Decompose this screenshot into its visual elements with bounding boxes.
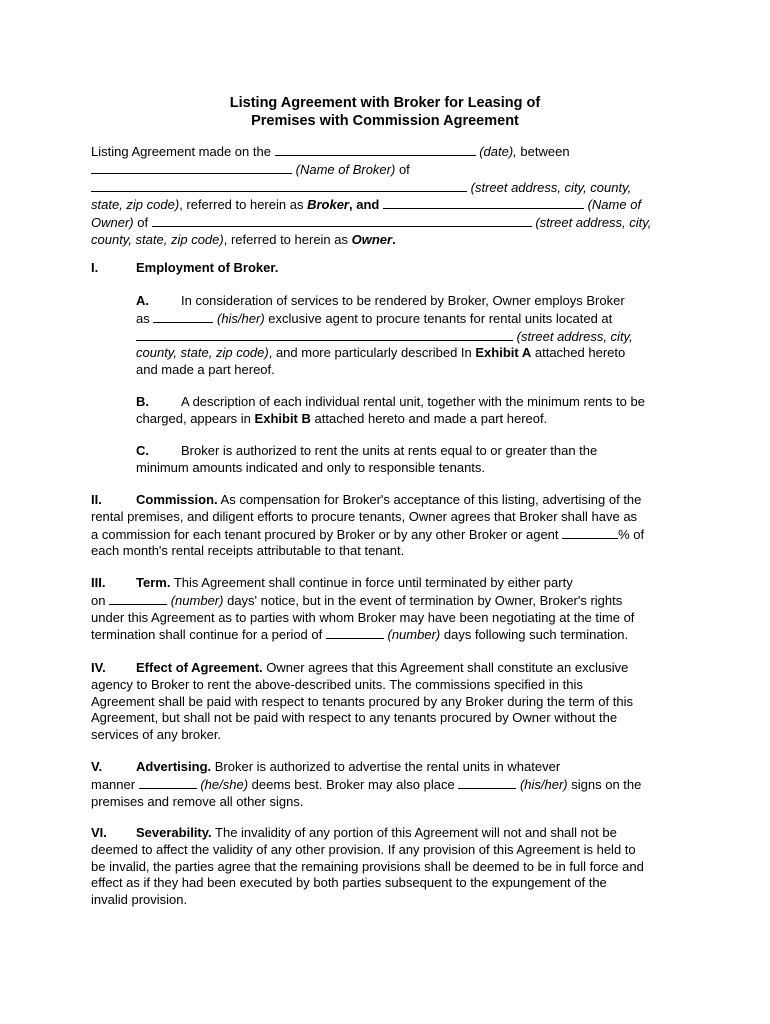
section-number: V. xyxy=(91,759,103,774)
section-text: rental premises, and diligent efforts to procure tenants, Owner agrees that Broker shall have as xyxy=(91,508,638,524)
section-text: Broker is authorized to advertise the rental units in whatever xyxy=(214,759,561,774)
section-text: % of xyxy=(618,526,645,542)
section-heading: Employment of Broker. xyxy=(136,260,279,275)
date-hint: (date), xyxy=(479,144,517,159)
intro-text: , and xyxy=(349,197,380,213)
clause-1a xyxy=(136,293,686,379)
section-number: I. xyxy=(91,260,99,275)
notice-days-blank[interactable] xyxy=(109,592,167,605)
broker-address-blank[interactable] xyxy=(91,179,467,192)
section-text: manner xyxy=(91,776,136,792)
section-text: be invalid, the parties agree that the remaining provisions shall be deemed to be in full force and xyxy=(91,858,644,874)
clause-text: attached hereto and made a part hereof. xyxy=(314,410,548,426)
number-hint: (number) xyxy=(170,592,224,608)
owner-address-hint: (street address, city, xyxy=(535,215,652,231)
exhibit-b-ref: Exhibit B xyxy=(254,410,311,426)
intro-text: . xyxy=(392,231,396,247)
section-number: III. xyxy=(91,575,106,590)
broker-address-hint: (street address, city, county, xyxy=(470,179,632,195)
clause-label: A. xyxy=(136,293,149,308)
pronoun-blank[interactable] xyxy=(458,776,516,789)
clause-text: In consideration of services to be rendered by Broker, Owner employs Broker xyxy=(181,293,625,308)
section-text: This Agreement shall continue in force until terminated by either party xyxy=(173,575,573,590)
broker-name-hint: (Name of Broker) xyxy=(295,161,396,177)
title-line-1: Listing Agreement with Broker for Leasing of xyxy=(229,95,541,111)
clause-text: and made a part hereof. xyxy=(136,362,275,378)
section-text: As compensation for Broker's acceptance of this listing, advertising of the xyxy=(220,492,642,507)
clause-text: minimum amounts indicated and only to responsible tenants. xyxy=(136,459,486,475)
section-1-heading xyxy=(91,260,686,277)
section-text: Agreement shall be paid with respect to tenants procured by any Broker during the term of this xyxy=(91,693,633,709)
owner-name-hint: (Name of xyxy=(587,197,642,213)
section-text: each month's rental receipts attributable to that tenant. xyxy=(91,543,405,559)
pronoun-hint: (his/her) xyxy=(519,776,568,792)
section-text: deemed to affect the validity of any other provision. If any provision of this Agreement is held to xyxy=(91,841,636,857)
section-heading: Advertising. xyxy=(136,759,212,774)
exhibit-a-ref: Exhibit A xyxy=(475,345,532,361)
section-4 xyxy=(91,660,686,744)
broker-address-hint: state, zip code) xyxy=(91,197,180,213)
owner-term: Owner xyxy=(351,231,393,247)
section-number: IV. xyxy=(91,660,106,675)
clause-text: , and more particularly described In xyxy=(268,345,472,361)
section-text: The invalidity of any portion of this Agreement will not and shall not be xyxy=(215,825,617,840)
section-text: on xyxy=(91,592,106,608)
intro-text: , referred to herein as xyxy=(179,197,304,213)
clause-1c xyxy=(136,443,686,477)
pronoun-hint: (he/she) xyxy=(200,776,249,792)
owner-address-blank[interactable] xyxy=(152,214,532,227)
section-6 xyxy=(91,825,686,909)
intro-text: of xyxy=(137,215,149,231)
clause-text: A description of each individual rental unit, together with the minimum rents to be xyxy=(181,394,645,409)
section-text: agency to Broker to rent the above-described units. The commissions specified in this xyxy=(91,676,583,692)
date-blank[interactable] xyxy=(275,143,476,156)
intro-text: between xyxy=(520,144,570,159)
clause-label: B. xyxy=(136,394,149,409)
clause-text: attached hereto xyxy=(534,345,626,361)
pronoun-blank[interactable] xyxy=(153,310,213,323)
clause-text: as xyxy=(136,310,150,326)
section-text: deems best. Broker may also place xyxy=(251,776,455,792)
section-text: under this Agreement as to parties with whom Broker may have been negotiating at the time of xyxy=(91,609,635,625)
pronoun-blank[interactable] xyxy=(139,776,197,789)
intro-text: , referred to herein as xyxy=(223,231,349,247)
owner-name-blank[interactable] xyxy=(383,196,584,209)
section-text: termination shall continue for a period of xyxy=(91,627,323,643)
section-text: invalid provision. xyxy=(91,892,188,908)
section-text: signs on the xyxy=(571,776,642,792)
premises-address-blank[interactable] xyxy=(136,328,513,341)
section-heading: Term. xyxy=(136,575,171,590)
number-hint: (number) xyxy=(387,627,441,643)
document-title xyxy=(0,94,770,130)
section-5 xyxy=(91,759,686,810)
section-3 xyxy=(91,575,686,644)
commission-percent-blank[interactable] xyxy=(562,526,618,539)
clause-text: exclusive agent to procure tenants for rental units located at xyxy=(268,310,613,326)
section-text: days following such termination. xyxy=(443,627,629,643)
section-heading: Effect of Agreement. xyxy=(136,660,263,675)
section-text: Agreement, but shall not be paid with respect to any tenants procured by Owner without the xyxy=(91,710,618,726)
clause-label: C. xyxy=(136,443,149,458)
continuation-days-blank[interactable] xyxy=(326,626,384,639)
section-text: a commission for each tenant procured by Broker or by any other Broker or agent xyxy=(91,526,559,542)
clause-text: charged, appears in xyxy=(136,410,251,426)
premises-address-hint: county, state, zip code) xyxy=(136,345,269,361)
section-text: premises and remove all other signs. xyxy=(91,793,304,809)
title-line-2: Premises with Commission Agreement xyxy=(251,113,519,129)
owner-address-hint: county, state, zip code) xyxy=(91,231,224,247)
section-number: VI. xyxy=(91,825,107,840)
section-number: II. xyxy=(91,492,102,507)
clause-text: Broker is authorized to rent the units at rents equal to or greater than the xyxy=(181,443,598,458)
owner-name-hint: Owner) xyxy=(91,215,134,231)
section-text: effect as if they had been executed by both parties subsequent to the expungement of the xyxy=(91,875,607,891)
section-heading: Commission. xyxy=(136,492,218,507)
section-text: services of any broker. xyxy=(91,727,222,743)
broker-name-blank[interactable] xyxy=(91,161,292,174)
premises-address-hint: (street address, city, xyxy=(516,328,633,344)
section-text: Owner agrees that this Agreement shall constitute an exclusive xyxy=(266,660,629,675)
clause-1b xyxy=(136,394,686,428)
intro-text: Listing Agreement made on the xyxy=(91,144,271,159)
section-heading: Severability. xyxy=(136,825,212,840)
intro-paragraph xyxy=(91,143,686,249)
pronoun-hint: (his/her) xyxy=(216,310,265,326)
intro-text: of xyxy=(398,161,410,177)
section-text: days' notice, but in the event of termination by Owner, Broker's rights xyxy=(227,592,623,608)
section-2 xyxy=(91,492,686,560)
broker-term: Broker xyxy=(307,197,349,213)
